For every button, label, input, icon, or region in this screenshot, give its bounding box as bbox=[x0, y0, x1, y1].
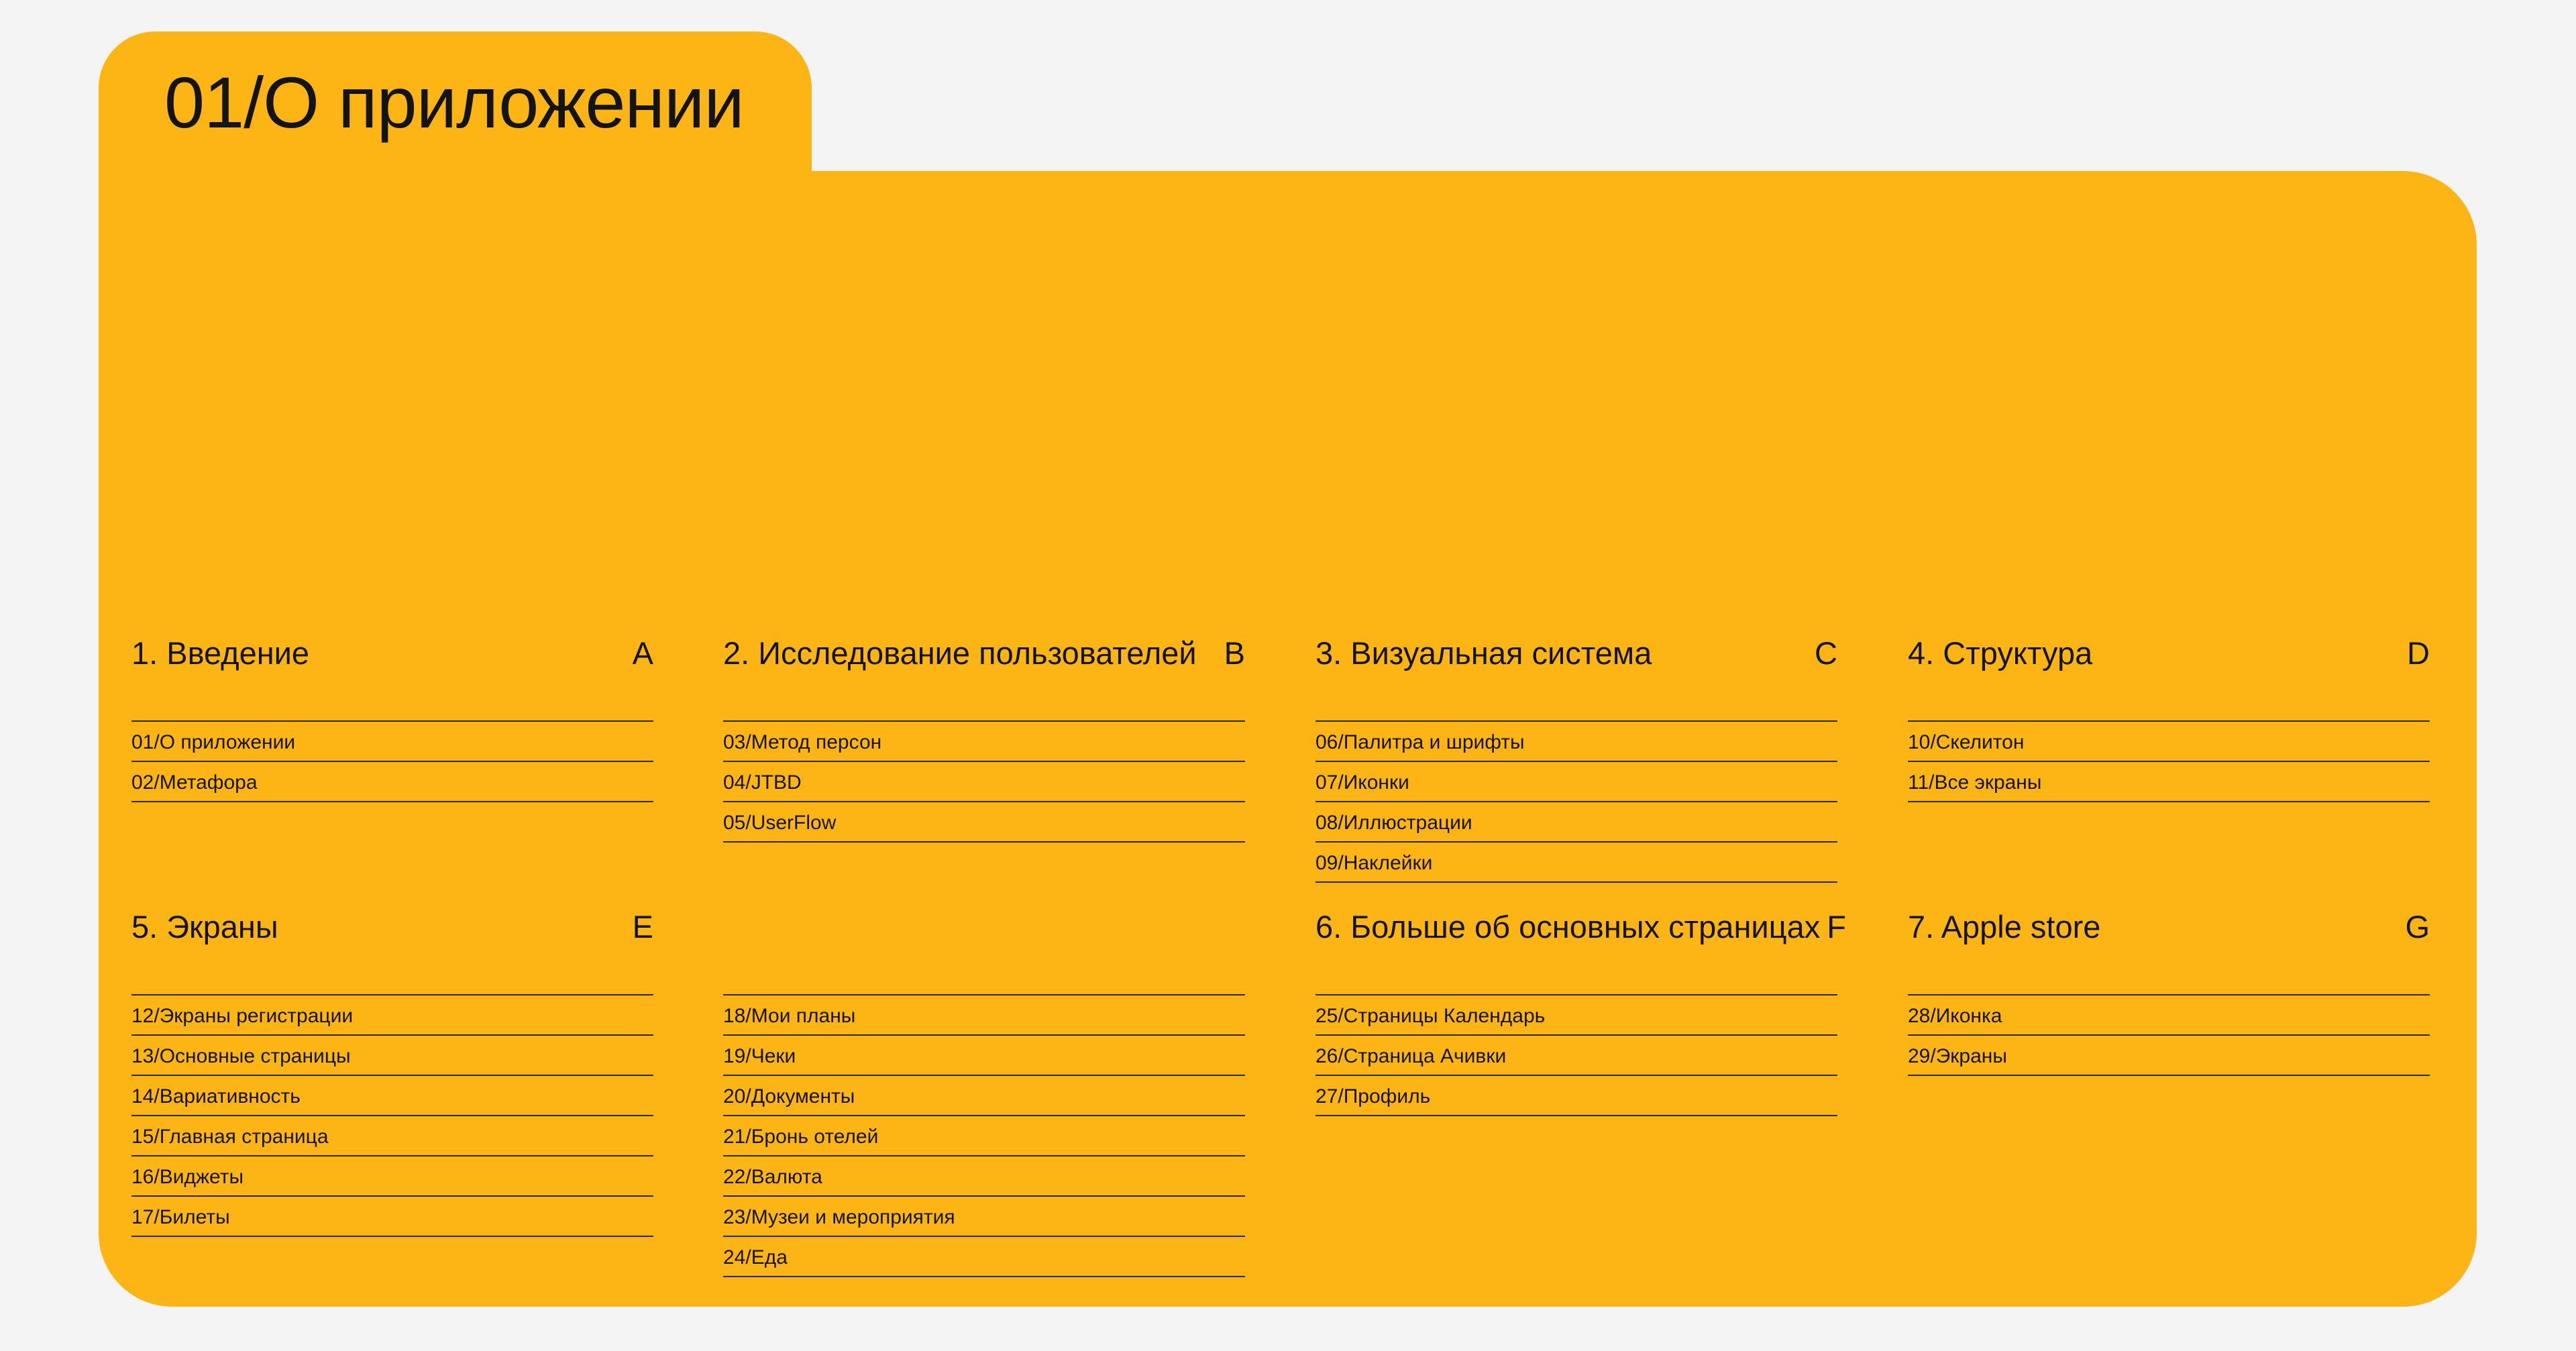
section-items bbox=[1316, 995, 1837, 1116]
section-letter: C bbox=[1815, 635, 1837, 671]
toc-item[interactable]: 22/Валюта bbox=[723, 1156, 1245, 1197]
toc-item[interactable]: 06/Палитра и шрифты bbox=[1316, 722, 1837, 762]
toc-item[interactable]: 19/Чеки bbox=[723, 1036, 1245, 1076]
toc-item[interactable]: 18/Мои планы bbox=[723, 995, 1245, 1036]
section-items bbox=[131, 722, 653, 802]
section-header bbox=[723, 635, 1245, 722]
toc-item[interactable]: 11/Все экраны bbox=[1908, 762, 2430, 802]
section-header bbox=[723, 908, 1245, 995]
section-letter: E bbox=[632, 909, 653, 944]
section-letter: F bbox=[1827, 909, 1846, 944]
section-screens-continued bbox=[723, 908, 1245, 1277]
toc-item[interactable]: 26/Страница Ачивки bbox=[1316, 1036, 1837, 1076]
toc-item[interactable]: 12/Экраны регистрации bbox=[131, 995, 653, 1036]
toc-item[interactable]: 10/Скелитон bbox=[1908, 722, 2430, 762]
toc-item[interactable]: 08/Иллюстрации bbox=[1316, 802, 1837, 843]
section-items bbox=[1908, 995, 2430, 1076]
section-structure bbox=[1908, 635, 2430, 802]
section-letter: D bbox=[2407, 635, 2430, 671]
toc-item[interactable]: 05/UserFlow bbox=[723, 802, 1245, 843]
toc-item[interactable]: 28/Иконка bbox=[1908, 995, 2430, 1036]
toc-item[interactable]: 24/Еда bbox=[723, 1237, 1245, 1277]
toc-item[interactable]: 23/Музеи и мероприятия bbox=[723, 1197, 1245, 1237]
section-letter: A bbox=[632, 635, 653, 671]
section-title: 7. Apple store bbox=[1908, 909, 2101, 944]
section-items bbox=[723, 722, 1245, 843]
section-title: 1. Введение bbox=[131, 635, 310, 671]
toc-item[interactable]: 07/Иконки bbox=[1316, 762, 1837, 802]
section-main-pages bbox=[1316, 908, 1846, 1116]
toc-item[interactable]: 25/Страницы Календарь bbox=[1316, 995, 1837, 1036]
toc-item[interactable]: 17/Билеты bbox=[131, 1197, 653, 1237]
section-intro bbox=[131, 635, 653, 802]
toc-item[interactable]: 16/Виджеты bbox=[131, 1156, 653, 1197]
section-title: 4. Структура bbox=[1908, 635, 2093, 671]
section-header bbox=[1316, 635, 1837, 722]
section-header bbox=[131, 635, 653, 722]
section-title: 3. Визуальная система bbox=[1316, 635, 1652, 671]
section-items bbox=[131, 995, 653, 1237]
toc-item[interactable]: 09/Наклейки bbox=[1316, 843, 1837, 883]
section-header bbox=[1908, 908, 2430, 995]
toc-item[interactable]: 29/Экраны bbox=[1908, 1036, 2430, 1076]
section-title: 6. Больше об основных страницах bbox=[1316, 909, 1821, 944]
toc-item[interactable]: 21/Бронь отелей bbox=[723, 1116, 1245, 1156]
page-title: 01/О приложении bbox=[164, 62, 744, 143]
toc-item[interactable]: 13/Основные страницы bbox=[131, 1036, 653, 1076]
section-user-research bbox=[723, 635, 1245, 843]
toc-item[interactable]: 02/Метафора bbox=[131, 762, 653, 802]
section-title: 2. Исследование пользователей bbox=[723, 635, 1197, 671]
section-letter: G bbox=[2405, 909, 2430, 944]
section-letter: B bbox=[1224, 635, 1245, 671]
section-header bbox=[1316, 908, 1846, 995]
section-header bbox=[1908, 635, 2430, 722]
section-visual-system bbox=[1316, 635, 1837, 883]
toc-item[interactable]: 01/О приложении bbox=[131, 722, 653, 762]
toc-item[interactable]: 27/Профиль bbox=[1316, 1076, 1837, 1116]
toc-item[interactable]: 15/Главная страница bbox=[131, 1116, 653, 1156]
section-items bbox=[1908, 722, 2430, 802]
section-header bbox=[131, 908, 653, 995]
section-items bbox=[723, 995, 1245, 1277]
section-title: 5. Экраны bbox=[131, 909, 278, 944]
section-screens bbox=[131, 908, 653, 1237]
toc-item[interactable]: 14/Вариативность bbox=[131, 1076, 653, 1116]
section-items bbox=[1316, 722, 1837, 883]
section-apple-store bbox=[1908, 908, 2430, 1076]
toc-item[interactable]: 03/Метод персон bbox=[723, 722, 1245, 762]
toc-item[interactable]: 04/JTBD bbox=[723, 762, 1245, 802]
toc-item[interactable]: 20/Документы bbox=[723, 1076, 1245, 1116]
